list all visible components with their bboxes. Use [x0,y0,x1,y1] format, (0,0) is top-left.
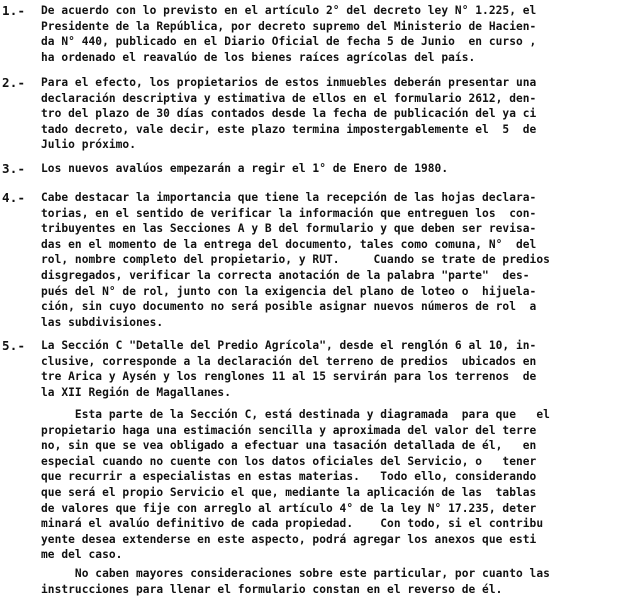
text-line: de valores que fije con arreglo al artículo 4° de la ley N° 17.235, deter [41,501,537,515]
body-paragraph-1 [41,407,623,563]
text-line: ción, sin cuyo documento no será posible asignar nuevos números de rol a [41,300,537,314]
text-line: tribuyentes en las Secciones A y B del formulario y que deben ser revisa- [41,222,537,236]
text-line: torias, en el sentido de verificar la información que entreguen los con- [41,206,537,220]
text-line: De acuerdo con lo previsto en el artículo 2° del decreto ley N° 1.225, el [41,4,537,17]
text-line: La Sección C "Detalle del Predio Agrícola", desde el renglón 6 al 10, in- [41,339,537,352]
text-line: clusive, corresponde a la declaración del terreno de predios ubicados en [41,354,537,368]
text-line: me del caso. [41,548,123,562]
text-line: das en el momento de la entrega del documento, tales como comuna, N° del [41,237,537,251]
text-line: minará el avalúo definitivo de cada propiedad. Con todo, si el contribu [41,517,544,531]
text-line: Cabe destacar la importancia que tiene la recepción de las hojas declara- [41,191,537,204]
text-line: propietario haga una estimación sencilla y aproximada del valor del terre [41,423,537,437]
item-number: 4.- [2,190,26,205]
item-number: 5.- [2,338,26,353]
text-line: especial cuando no cuente con los datos oficiales del Servicio, o tener [41,454,537,468]
text-line: tado decreto, vale decir, este plazo termina impostergablemente el 5 de [41,122,537,136]
text-line: rol, nombre completo del propietario, y RUT. Cuando se trate de predios [41,253,550,267]
item-number: 1.- [2,3,26,18]
text-line: Julio próximo. [41,138,136,152]
item-text [41,190,623,330]
body-paragraph-2 [41,566,623,597]
text-line: que recurrir a especialistas en estas materias. Todo ello, considerando [41,470,537,484]
text-line: da N° 440, publicado en el Diario Oficial de fecha 5 de Junio en curso , [41,35,537,49]
text-line: declaración descriptiva y estimativa de ellos en el formulario 2612, den- [41,91,537,105]
item-text [41,75,623,153]
text-line: Presidente de la República, por decreto supremo del Ministerio de Hacien- [41,19,537,33]
text-line: yente desea extenderse en este aspecto, podrá agregar los anexos que esti [41,532,537,546]
text-line: tre Arica y Aysén y los renglones 11 al 15 servirán para los terrenos de [41,370,537,384]
text-line: ha ordenado el reavalúo de los bienes raíces agrícolas del país. [41,50,476,64]
item-text [41,338,623,400]
text-line: no, sin que se vea obligado a efectuar una tasación detallada de él, en [41,439,537,453]
text-line: pués del N° de rol, junto con la exigencia del plano de loteo o hijuela- [41,284,537,298]
item-text [41,3,623,65]
text-line: tro del plazo de 30 días contados desde la fecha de publicación del ya ci [41,107,537,121]
text-line: Para el efecto, los propietarios de estos inmuebles deberán presentar una [41,76,537,89]
text-line: Esta parte de la Sección C, está destinada y diagramada para que el [41,408,550,421]
text-line: No caben mayores consideraciones sobre este particular, por cuanto las [41,567,550,580]
text-line: Los nuevos avalúos empezarán a regir el 1° de Enero de 1980. [41,162,449,175]
text-line: la XII Región de Magallanes. [41,385,231,399]
item-text [41,161,623,177]
text-line: las subdivisiones. [41,315,164,329]
text-line: instrucciones para llenar el formulario constan en el reverso de él. [41,582,503,596]
text-line: que será el propio Servicio el que, mediante la aplicación de las tablas [41,485,537,499]
item-number: 2.- [2,75,26,90]
text-line: disgregados, verificar la correcta anotación de la palabra "parte" des- [41,268,530,282]
item-number: 3.- [2,161,26,176]
